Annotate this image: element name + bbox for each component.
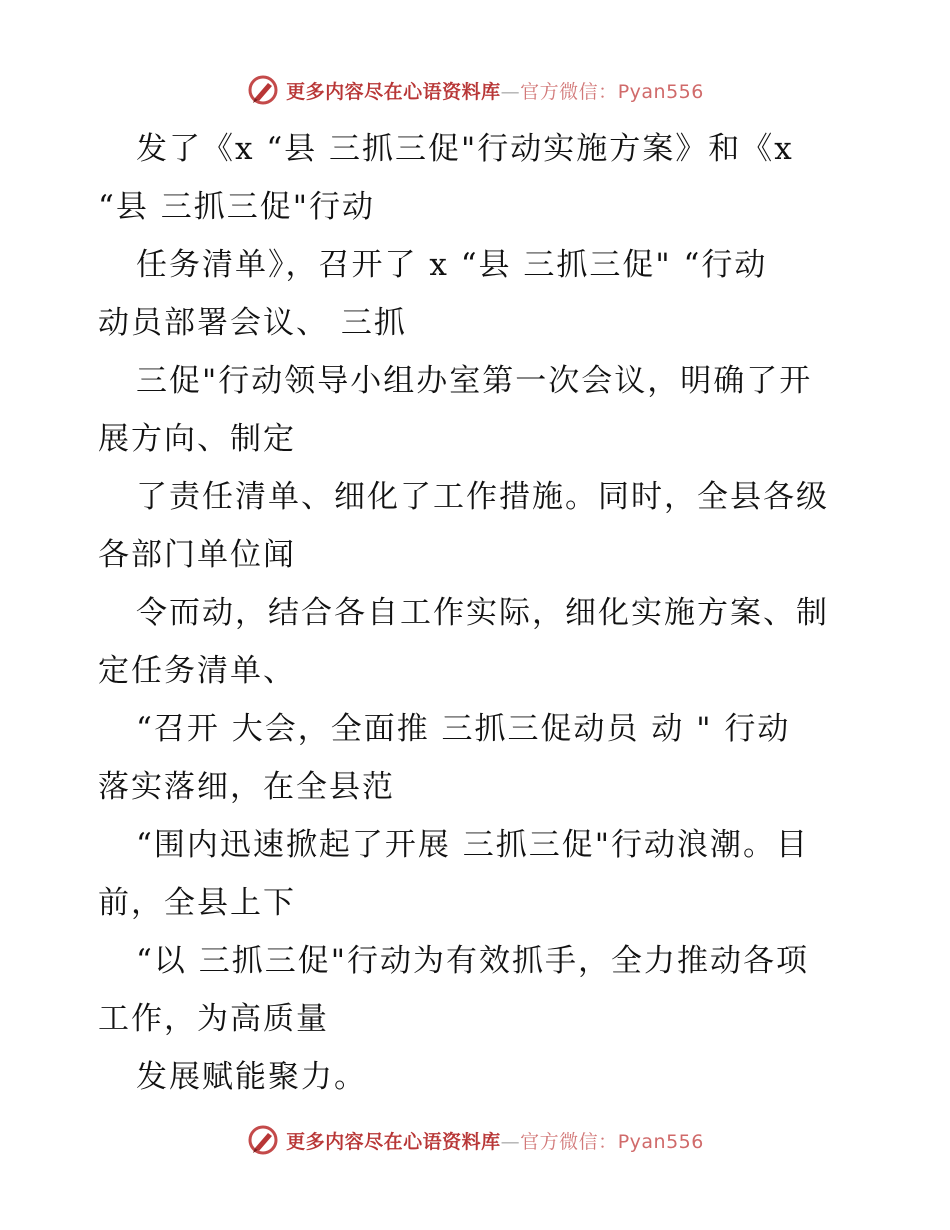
footer-banner	[0, 1120, 950, 1160]
body-line: 展方向、制定	[98, 421, 296, 457]
body-line: 令而动，结合各自工作实际，细化实施方案、制	[136, 595, 829, 631]
header-banner-text	[286, 77, 704, 104]
body-line: 发展赋能聚力。	[136, 1059, 367, 1095]
header-sub: 官方微信：	[520, 80, 618, 103]
body-line: 三促"行动领导小组办室第一次会议，明确了开	[136, 363, 813, 399]
body-line: 落实落细，在全县范	[98, 769, 395, 805]
body-line: 动员部署会议、 三抓	[98, 305, 407, 341]
body-line: “以 三抓三促"行动为有效抓手，全力推动各项	[136, 943, 809, 979]
body-line: 任务清单》，召开了 x “县 三抓三促" “行动	[136, 247, 768, 283]
header-separator: —	[500, 80, 521, 103]
body-line: 前，全县上下	[98, 885, 296, 921]
footer-brand: 更多内容尽在心语资料库	[286, 1130, 501, 1153]
footer-banner-text	[286, 1127, 704, 1154]
pen-logo-icon	[246, 1123, 280, 1157]
body-line: 各部门单位闻	[98, 537, 296, 573]
pen-logo-icon	[246, 73, 280, 107]
document-body	[98, 120, 858, 1106]
body-line: “召开 大会，全面推 三抓三促动员 动 " 行动	[136, 711, 791, 747]
footer-separator: —	[500, 1130, 521, 1153]
footer-wechat-id: Pyan556	[617, 1130, 704, 1153]
header-brand: 更多内容尽在心语资料库	[286, 80, 501, 103]
body-line: 了责任清单、细化了工作措施。同时，全县各级	[136, 479, 829, 515]
body-line: “县 三抓三促"行动	[98, 189, 375, 225]
header-banner	[0, 70, 950, 110]
body-line: “围内迅速掀起了开展 三抓三促"行动浪潮。目	[136, 827, 809, 863]
footer-sub: 官方微信：	[520, 1130, 618, 1153]
body-line: 工作，为高质量	[98, 1001, 329, 1037]
header-wechat-id: Pyan556	[617, 80, 704, 103]
body-line: 定任务清单、	[98, 653, 296, 689]
body-line: 发了《x “县 三抓三促"行动实施方案》和《x	[136, 131, 794, 167]
